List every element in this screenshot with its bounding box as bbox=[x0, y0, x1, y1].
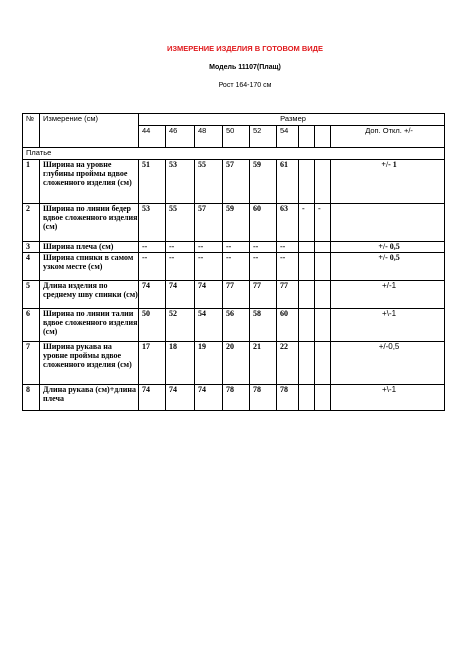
row-number: 6 bbox=[23, 309, 40, 342]
size-value: 60 bbox=[250, 204, 277, 242]
row-number: 8 bbox=[23, 385, 40, 411]
size-value bbox=[299, 253, 315, 281]
measurement-table bbox=[22, 113, 445, 411]
tolerance-value: +/- 0,5 bbox=[331, 253, 445, 281]
size-value: 17 bbox=[139, 342, 166, 385]
size-value: 53 bbox=[139, 204, 166, 242]
tolerance-value: +/-1 bbox=[331, 281, 445, 309]
size-value: 63 bbox=[277, 204, 299, 242]
model-name: Модель 11107(Плащ) bbox=[209, 64, 281, 71]
size-value: 22 bbox=[277, 342, 299, 385]
size-value: -- bbox=[250, 242, 277, 253]
table-row bbox=[23, 342, 445, 385]
size-value: 78 bbox=[277, 385, 299, 411]
size-value: 59 bbox=[223, 204, 250, 242]
size-value: 51 bbox=[139, 160, 166, 204]
measurement-name: Ширина по линии бедер вдвое сложенного изделия (см) bbox=[40, 204, 139, 242]
size-value: 74 bbox=[166, 385, 195, 411]
size-value: -- bbox=[223, 253, 250, 281]
size-value: 74 bbox=[195, 281, 223, 309]
size-value: 77 bbox=[223, 281, 250, 309]
size-value: 57 bbox=[195, 204, 223, 242]
table-row bbox=[23, 160, 445, 204]
measurement-name: Ширина рукава на уровне проймы вдвое сложенного изделия (см) bbox=[40, 342, 139, 385]
size-value: 50 bbox=[139, 309, 166, 342]
size-value: -- bbox=[166, 253, 195, 281]
measurement-name: Длина рукава (см)+длина плеча bbox=[40, 385, 139, 411]
row-number: 7 bbox=[23, 342, 40, 385]
size-cell bbox=[299, 126, 315, 148]
header-tolerance: Доп. Откл. +/- bbox=[331, 126, 445, 148]
size-value: 20 bbox=[223, 342, 250, 385]
size-value: -- bbox=[166, 242, 195, 253]
row-number: 1 bbox=[23, 160, 40, 204]
measurement-name: Ширина по линии талии вдвое сложенного изделия (см) bbox=[40, 309, 139, 342]
size-value bbox=[315, 385, 331, 411]
size-value: - bbox=[299, 204, 315, 242]
size-value: 54 bbox=[195, 309, 223, 342]
table-row bbox=[23, 309, 445, 342]
size-cell: 52 bbox=[250, 126, 277, 148]
size-value: 74 bbox=[139, 281, 166, 309]
header-no: № bbox=[23, 114, 40, 148]
size-value: -- bbox=[277, 242, 299, 253]
size-value: 77 bbox=[250, 281, 277, 309]
size-cell bbox=[315, 126, 331, 148]
size-value: 78 bbox=[223, 385, 250, 411]
table-row bbox=[23, 281, 445, 309]
table-row bbox=[23, 242, 445, 253]
measurement-name: Длина изделия по среднему шву спинки (см) bbox=[40, 281, 139, 309]
size-value: 21 bbox=[250, 342, 277, 385]
size-value bbox=[299, 281, 315, 309]
size-value: 59 bbox=[250, 160, 277, 204]
size-value: -- bbox=[139, 253, 166, 281]
size-cell: 48 bbox=[195, 126, 223, 148]
size-value: -- bbox=[223, 242, 250, 253]
size-value: 55 bbox=[195, 160, 223, 204]
size-value bbox=[299, 385, 315, 411]
size-value bbox=[315, 281, 331, 309]
size-value bbox=[315, 160, 331, 204]
tolerance-value: +\-1 bbox=[331, 385, 445, 411]
size-value bbox=[299, 309, 315, 342]
measurement-name: Ширина спинки в самом узком месте (см) bbox=[40, 253, 139, 281]
size-value: 74 bbox=[166, 281, 195, 309]
table-row bbox=[23, 385, 445, 411]
size-value bbox=[315, 309, 331, 342]
tolerance-value: +\-1 bbox=[331, 309, 445, 342]
size-value: 19 bbox=[195, 342, 223, 385]
header-size: Размер bbox=[139, 114, 445, 126]
size-value bbox=[299, 242, 315, 253]
size-value: 74 bbox=[195, 385, 223, 411]
size-value: 74 bbox=[139, 385, 166, 411]
size-value: 60 bbox=[277, 309, 299, 342]
size-value: 58 bbox=[250, 309, 277, 342]
measurement-name: Ширина плеча (см) bbox=[40, 242, 139, 253]
size-value bbox=[315, 253, 331, 281]
size-value bbox=[299, 160, 315, 204]
size-value bbox=[315, 242, 331, 253]
table-row bbox=[23, 253, 445, 281]
size-value: 77 bbox=[277, 281, 299, 309]
size-value: 55 bbox=[166, 204, 195, 242]
tolerance-value: +/-0,5 bbox=[331, 342, 445, 385]
size-cell: 44 bbox=[139, 126, 166, 148]
document-title: ИЗМЕРЕНИЕ ИЗДЕЛИЯ В ГОТОВОМ ВИДЕ bbox=[166, 44, 324, 53]
measurement-name: Ширина на уровне глубины проймы вдвое сложенного изделия (см) bbox=[40, 160, 139, 204]
size-value: -- bbox=[277, 253, 299, 281]
size-value: 57 bbox=[223, 160, 250, 204]
size-cell: 54 bbox=[277, 126, 299, 148]
size-value bbox=[315, 342, 331, 385]
section-label: Платье bbox=[23, 148, 445, 160]
row-number: 2 bbox=[23, 204, 40, 242]
size-value: -- bbox=[139, 242, 166, 253]
size-value: 56 bbox=[223, 309, 250, 342]
size-value: 52 bbox=[166, 309, 195, 342]
height-range: Рост 164-170 см bbox=[218, 82, 272, 89]
size-value bbox=[299, 342, 315, 385]
size-cell: 50 bbox=[223, 126, 250, 148]
size-cell: 46 bbox=[166, 126, 195, 148]
table-row bbox=[23, 204, 445, 242]
row-number: 5 bbox=[23, 281, 40, 309]
header-measure: Измерение (см) bbox=[40, 114, 139, 148]
row-number: 3 bbox=[23, 242, 40, 253]
tolerance-value: +/- 0,5 bbox=[331, 242, 445, 253]
size-value: 61 bbox=[277, 160, 299, 204]
row-number: 4 bbox=[23, 253, 40, 281]
size-value: - bbox=[315, 204, 331, 242]
size-value: -- bbox=[195, 242, 223, 253]
size-value: 78 bbox=[250, 385, 277, 411]
size-value: -- bbox=[250, 253, 277, 281]
tolerance-value: +/- 1 bbox=[331, 160, 445, 204]
size-value: 53 bbox=[166, 160, 195, 204]
tolerance-value bbox=[331, 204, 445, 242]
size-value: 18 bbox=[166, 342, 195, 385]
size-value: -- bbox=[195, 253, 223, 281]
